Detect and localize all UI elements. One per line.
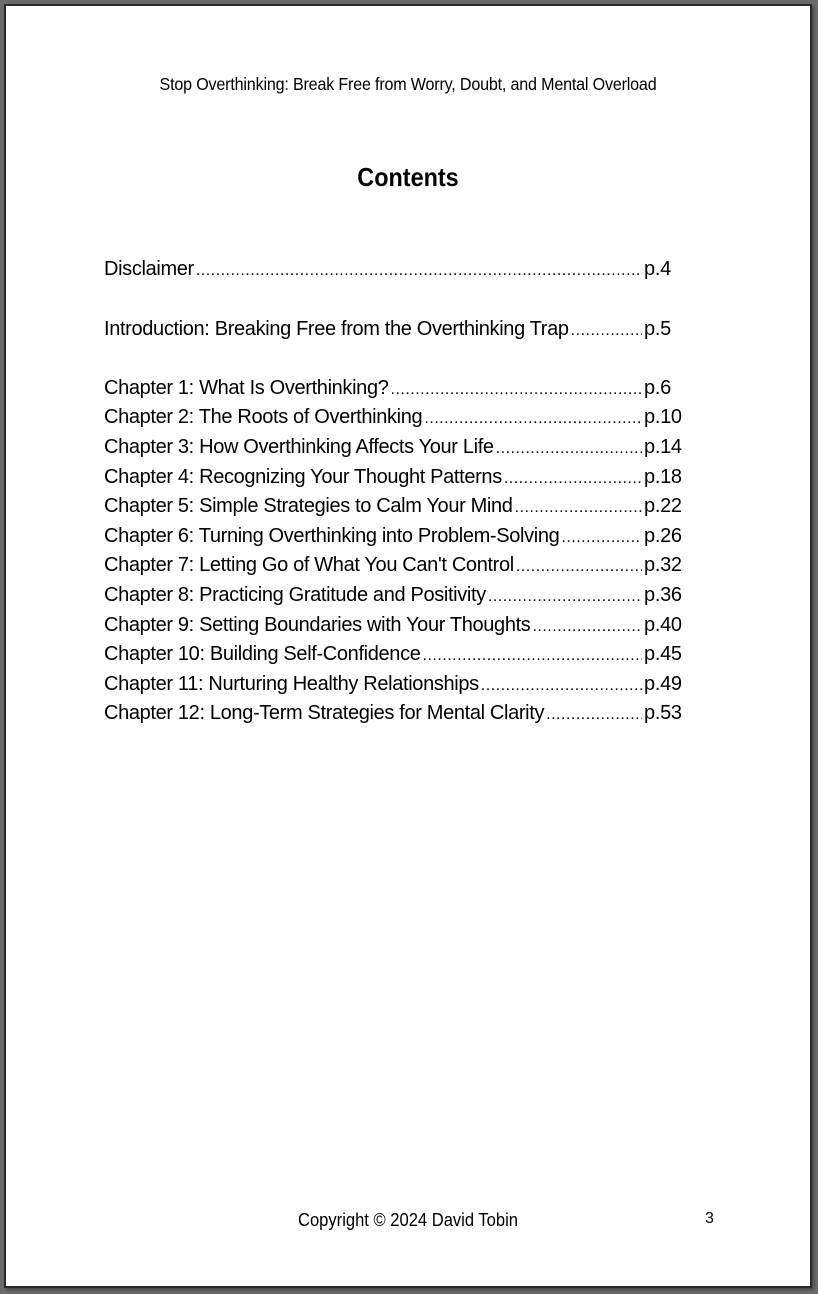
toc-entry-label: Introduction: Breaking Free from the Overthinking Trap <box>104 318 569 340</box>
toc-leader-dots <box>515 493 642 521</box>
toc-entry-label: Chapter 9: Setting Boundaries with Your Thoughts <box>104 614 531 636</box>
toc-entry-label: Chapter 2: The Roots of Overthinking <box>104 406 423 428</box>
running-header: Stop Overthinking: Break Free from Worry, Doubt, and Mental Overload <box>159 74 657 94</box>
toc-entry-page: p.32 <box>644 554 682 576</box>
toc-entry-chapter-12[interactable] <box>104 698 682 728</box>
toc-entry-chapter-5[interactable] <box>104 491 682 521</box>
toc-leader-dots <box>504 464 642 492</box>
toc-entry-disclaimer[interactable] <box>104 254 682 284</box>
toc-entry-page: p.40 <box>644 614 682 636</box>
toc-entry-page: p.26 <box>644 525 682 547</box>
toc-leader-dots <box>532 612 642 640</box>
table-of-contents <box>104 6 682 1286</box>
toc-entry-chapter-2[interactable] <box>104 402 682 432</box>
toc-entry-chapter-3[interactable] <box>104 432 682 462</box>
toc-entry-label: Chapter 1: What Is Overthinking? <box>104 377 389 399</box>
toc-entry-label: Chapter 6: Turning Overthinking into Problem-Solving <box>104 525 560 547</box>
toc-entry-label: Chapter 11: Nurturing Healthy Relationships <box>104 673 479 695</box>
toc-entry-page: p.5 <box>644 318 671 340</box>
toc-entry-label: Chapter 4: Recognizing Your Thought Patterns <box>104 466 502 488</box>
contents-heading: Contents <box>357 162 459 192</box>
toc-entry-page: p.4 <box>644 258 671 280</box>
toc-entry-introduction[interactable] <box>104 314 682 344</box>
toc-leader-dots <box>424 404 642 432</box>
toc-entry-chapter-4[interactable] <box>104 462 682 492</box>
footer-copyright: Copyright © 2024 David Tobin <box>298 1210 518 1230</box>
toc-entry-chapter-10[interactable] <box>104 639 682 669</box>
toc-leader-dots <box>391 375 643 403</box>
toc-entry-page: p.10 <box>644 406 682 428</box>
toc-entry-page: p.18 <box>644 466 682 488</box>
footer-page-number: 3 <box>705 1210 714 1227</box>
document-page <box>4 4 812 1288</box>
toc-entry-chapter-6[interactable] <box>104 521 682 551</box>
toc-entry-label: Disclaimer <box>104 258 194 280</box>
toc-entry-chapter-9[interactable] <box>104 610 682 640</box>
toc-leader-dots <box>496 434 642 462</box>
toc-entry-page: p.6 <box>644 377 671 399</box>
toc-entry-page: p.36 <box>644 584 682 606</box>
toc-entry-label: Chapter 5: Simple Strategies to Calm Your Mind <box>104 495 513 517</box>
toc-leader-dots <box>546 700 642 728</box>
toc-leader-dots <box>516 552 642 580</box>
toc-entry-chapter-7[interactable] <box>104 550 682 580</box>
toc-entry-page: p.53 <box>644 702 682 724</box>
toc-entry-label: Chapter 10: Building Self-Confidence <box>104 643 421 665</box>
toc-entry-label: Chapter 8: Practicing Gratitude and Positivity <box>104 584 486 606</box>
toc-entry-label: Chapter 7: Letting Go of What You Can't Control <box>104 554 514 576</box>
toc-entry-chapter-1[interactable] <box>104 373 682 403</box>
toc-leader-dots <box>196 256 642 284</box>
toc-entry-label: Chapter 3: How Overthinking Affects Your Life <box>104 436 494 458</box>
toc-entry-page: p.45 <box>644 643 682 665</box>
toc-leader-dots <box>423 641 643 669</box>
toc-entry-page: p.22 <box>644 495 682 517</box>
toc-leader-dots <box>571 316 642 344</box>
toc-entry-label: Chapter 12: Long-Term Strategies for Mental Clarity <box>104 702 545 724</box>
toc-entry-chapter-11[interactable] <box>104 669 682 699</box>
toc-entry-page: p.49 <box>644 673 682 695</box>
toc-leader-dots <box>561 523 642 551</box>
toc-entry-page: p.14 <box>644 436 682 458</box>
toc-leader-dots <box>481 671 642 699</box>
toc-entry-chapter-8[interactable] <box>104 580 682 610</box>
toc-leader-dots <box>488 582 642 610</box>
